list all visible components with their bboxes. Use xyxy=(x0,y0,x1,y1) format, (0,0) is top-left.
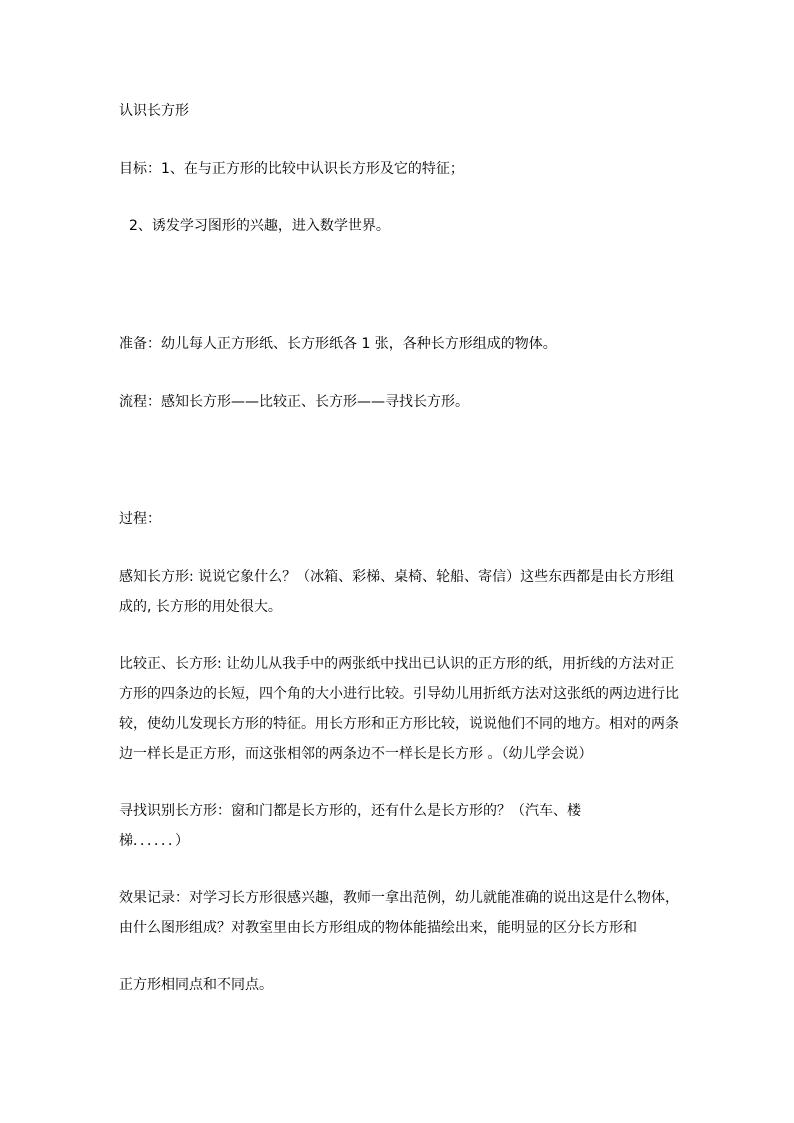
compare-line-1: 比较正、长方形: 让幼儿从我手中的两张纸中找出已认识的正方形的纸，用折线的方法对正 xyxy=(119,656,675,672)
effect-line-1: 效果记录：对学习长方形很感兴趣，教师一拿出范例，幼儿就能准确的说出这是什么物体， xyxy=(119,890,679,906)
compare-line-3: 较，使幼儿发现长方形的特征。用长方形和正方形比较，说说他们不同的地方。相对的两条 xyxy=(119,716,679,732)
perceive-line-1: 感知长方形: 说说它象什么？（冰箱、彩梯、桌椅、轮船、寄信）这些东西都是由长方形组 xyxy=(119,569,675,585)
goal-line-2: 2、诱发学习图形的兴趣，进入数学世界。 xyxy=(129,218,390,234)
perceive-line-2: 成的, 长方形的用处很大。 xyxy=(119,599,282,615)
find-line-2: 梯．．．．．．） xyxy=(119,833,189,849)
effect-line-3: 正方形相同点和不同点。 xyxy=(119,977,273,993)
find-line-1: 寻找识别长方形：窗和门都是长方形的，还有什么是长方形的？（汽车、楼 xyxy=(119,803,581,819)
preparation-line: 准备：幼儿每人正方形纸、长方形纸各 1 张，各种长方形组成的物体。 xyxy=(119,336,557,352)
flow-line: 流程：感知长方形——比较正、长方形——寻找长方形。 xyxy=(119,394,469,410)
effect-line-2: 由什么图形组成？对教室里由长方形组成的物体能描绘出来，能明显的区分长方形和 xyxy=(119,920,637,936)
compare-line-2: 方形的四条边的长短，四个角的大小进行比较。引导幼儿用折纸方法对这张纸的两边进行比 xyxy=(119,686,679,702)
process-heading: 过程： xyxy=(119,511,161,527)
compare-line-4: 边一样长是正方形，而这张相邻的两条边不一样长是长方形 。（幼儿学会说） xyxy=(119,746,593,762)
goal-line-1: 目标：1、在与正方形的比较中认识长方形及它的特征； xyxy=(119,161,464,177)
document-title: 认识长方形 xyxy=(119,103,189,119)
